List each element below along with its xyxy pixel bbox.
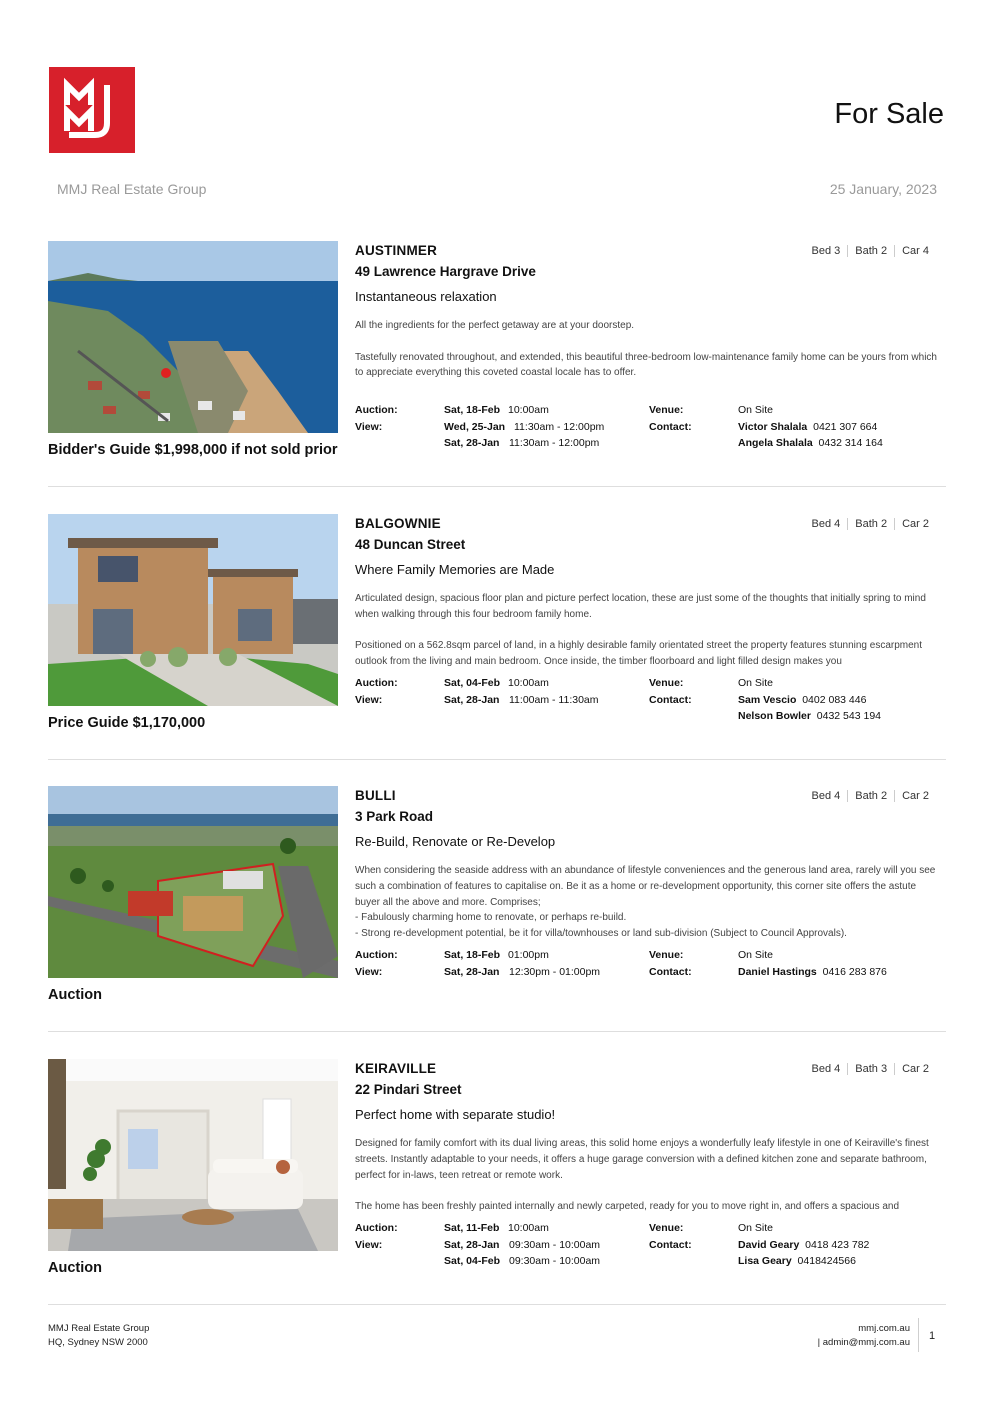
- contact-name: Nelson Bowler: [738, 710, 811, 722]
- view-label: View:: [355, 965, 383, 978]
- bath-count: Bath 2: [847, 790, 894, 802]
- mmj-logo: [49, 67, 135, 153]
- contact[interactable]: [738, 966, 887, 978]
- contact-phone[interactable]: 0402 083 446: [802, 693, 867, 706]
- divider: [48, 759, 946, 760]
- description: [355, 591, 938, 668]
- page-number: 1: [929, 1330, 936, 1342]
- address[interactable]: 49 Lawrence Hargrave Drive: [355, 264, 536, 279]
- listing-card[interactable]: [48, 786, 946, 1046]
- listing-card[interactable]: [48, 241, 946, 501]
- contact[interactable]: [738, 694, 866, 706]
- auction-time: 10:00am: [508, 1222, 549, 1234]
- auction-label: Auction:: [355, 949, 398, 961]
- page-title: For Sale: [834, 98, 944, 130]
- footer-email[interactable]: | admin@mmj.com.au: [817, 1337, 910, 1348]
- features: [805, 518, 936, 530]
- view-time: 12:30pm - 01:00pm: [509, 965, 601, 978]
- auction-label: Auction:: [355, 1222, 398, 1234]
- contact[interactable]: [738, 710, 881, 722]
- view-label: View:: [355, 420, 383, 433]
- auction-label: Auction:: [355, 677, 398, 689]
- bed-count: Bed 4: [811, 518, 841, 530]
- property-photo[interactable]: [48, 514, 338, 706]
- contact-name: Lisa Geary: [738, 1255, 792, 1267]
- view-label: View:: [355, 1238, 383, 1251]
- auction-day: Sat, 18-Feb: [444, 404, 501, 416]
- contact-phone[interactable]: 0432 543 194: [816, 710, 882, 722]
- contact-phone[interactable]: 0416 283 876: [822, 965, 887, 978]
- headline: Where Family Memories are Made: [355, 562, 555, 577]
- view-day: Wed, 25-Jan: [444, 420, 506, 433]
- features: [805, 1063, 936, 1075]
- description-paragraph: The home has been freshly painted internally and newly carpeted, ready for you to move right in, and offers a spacious and: [355, 1201, 900, 1213]
- suburb: KEIRAVILLE: [355, 1061, 437, 1076]
- property-photo[interactable]: [48, 786, 338, 978]
- price-guide: Price Guide $1,170,000: [48, 715, 206, 731]
- headline: Instantaneous relaxation: [355, 289, 497, 304]
- car-count: Car 2: [894, 518, 936, 530]
- description-paragraph: Articulated design, spacious floor plan and picture perfect location, these are just some of the thoughts that initially spring to mind when walking through this four bedroom family home.: [355, 593, 926, 620]
- view-time: 11:00am - 11:30am: [509, 693, 599, 706]
- contact-name: Daniel Hastings: [738, 965, 817, 978]
- description-paragraph: Designed for family comfort with its dual living areas, this solid home enjoys a wonderfully leafy lifestyle in one of Keiraville's finest streets. Instantly adaptable to your needs, it offers a huge garage conversion with a defined kitchen zone and separate bathroom, perfect for in-laws, teen retreat or remote work.: [355, 1138, 929, 1181]
- suburb: AUSTINMER: [355, 243, 438, 258]
- venue: On Site: [738, 949, 774, 961]
- contact-label: Contact:: [649, 420, 692, 433]
- suburb: BULLI: [355, 788, 396, 803]
- view-label: View:: [355, 693, 383, 706]
- price-guide: Auction: [48, 1260, 102, 1276]
- divider: [48, 486, 946, 487]
- contact-name: David Geary: [738, 1238, 800, 1251]
- suburb: BALGOWNIE: [355, 516, 441, 531]
- bed-count: Bed 4: [811, 1063, 841, 1075]
- footer-contact: [818, 1322, 910, 1350]
- listing-card[interactable]: [48, 514, 946, 774]
- view-time: 09:30am - 10:00am: [509, 1255, 601, 1267]
- description-paragraph: Positioned on a 562.8sqm parcel of land, in a highly desirable family orientated street the property features stunning escarpment outlook from the living and main bedroom. Once inside, the timber floorboard and light filled design makes you: [355, 640, 922, 668]
- address[interactable]: 22 Pindari Street: [355, 1082, 462, 1097]
- contact-label: Contact:: [649, 965, 692, 978]
- description: [355, 1136, 938, 1214]
- view-day: Sat, 04-Feb: [444, 1255, 501, 1267]
- footer-website[interactable]: mmj.com.au: [858, 1323, 910, 1334]
- inspection-details: [355, 949, 946, 982]
- bath-count: Bath 3: [847, 1063, 894, 1075]
- footer-company: MMJ Real Estate Group: [48, 1323, 150, 1334]
- venue-label: Venue:: [649, 677, 684, 689]
- bed-count: Bed 4: [811, 790, 841, 802]
- price-guide: Bidder's Guide $1,998,000 if not sold prior: [48, 442, 338, 458]
- contact-phone[interactable]: 0432 314 164: [818, 437, 883, 449]
- description-bullet: - Fabulously charming home to renovate, or perhaps re-build.: [355, 912, 627, 924]
- venue: On Site: [738, 404, 774, 416]
- contact-phone[interactable]: 0421 307 664: [813, 420, 878, 433]
- features: [805, 790, 936, 802]
- headline: Perfect home with separate studio!: [355, 1107, 556, 1122]
- car-count: Car 4: [894, 245, 936, 257]
- auction-day: Sat, 11-Feb: [444, 1222, 500, 1234]
- contact-name: Sam Vescio: [738, 693, 797, 706]
- footer-address: [48, 1322, 149, 1350]
- contact[interactable]: [738, 1239, 869, 1251]
- auction-day: Sat, 04-Feb: [444, 677, 501, 689]
- venue: On Site: [738, 1222, 774, 1234]
- listing-card[interactable]: [48, 1059, 946, 1319]
- view-day: Sat, 28-Jan: [444, 965, 500, 978]
- venue: On Site: [738, 677, 774, 689]
- divider: [48, 1304, 946, 1305]
- auction-time: 10:00am: [508, 404, 549, 416]
- view-time: 09:30am - 10:00am: [509, 1238, 601, 1251]
- auction-day: Sat, 18-Feb: [444, 949, 501, 961]
- address[interactable]: 3 Park Road: [355, 809, 434, 824]
- description-paragraph: When considering the seaside address with an abundance of lifestyle conveniences and the generous land area, rarely will you see such a combination of features to capitalise on. Be it as a home or re-development opportunity, this corner site offers the astute buyer all the above and more. Comprises;: [355, 865, 936, 908]
- contact-name: Victor Shalala: [738, 420, 808, 433]
- contact[interactable]: [738, 421, 877, 433]
- features: [805, 245, 936, 257]
- description: [355, 863, 938, 941]
- contact-phone[interactable]: 0418 423 782: [805, 1238, 870, 1251]
- view-day: Sat, 28-Jan: [444, 437, 500, 449]
- contact-label: Contact:: [649, 1238, 692, 1251]
- view-time: 11:30am - 12:00pm: [514, 420, 605, 433]
- description-bullet: - Strong re-development potential, be it for villa/townhouses or land sub-division (Subject to Council Approvals).: [355, 928, 847, 940]
- car-count: Car 2: [894, 790, 936, 802]
- property-photo[interactable]: [48, 1059, 338, 1251]
- car-count: Car 2: [894, 1063, 936, 1075]
- description: [355, 318, 938, 380]
- inspection-details: [355, 1222, 946, 1272]
- description-paragraph: Tastefully renovated throughout, and extended, this beautiful three-bedroom low-maintenance family home can be yours from which to appreciate everything this coveted coastal locale has to offer.: [355, 351, 937, 379]
- contact-phone[interactable]: 0418424566: [797, 1255, 856, 1267]
- company-name: MMJ Real Estate Group: [57, 181, 207, 197]
- inspection-details: [355, 404, 946, 454]
- bath-count: Bath 2: [847, 518, 894, 530]
- venue-label: Venue:: [649, 1222, 684, 1234]
- auction-label: Auction:: [355, 404, 398, 416]
- description-paragraph: All the ingredients for the perfect getaway are at your doorstep.: [355, 320, 635, 331]
- price-guide: Auction: [48, 987, 102, 1003]
- footer-divider: [918, 1318, 919, 1352]
- inspection-details: [355, 677, 946, 727]
- auction-time: 01:00pm: [508, 949, 549, 961]
- report-date: 25 January, 2023: [829, 181, 937, 197]
- contact[interactable]: [738, 1255, 856, 1267]
- headline: Re-Build, Renovate or Re-Develop: [355, 834, 556, 849]
- contact-name: Angela Shalala: [738, 437, 813, 449]
- view-day: Sat, 28-Jan: [444, 1238, 500, 1251]
- auction-time: 10:00am: [508, 677, 549, 689]
- footer-location: HQ, Sydney NSW 2000: [48, 1337, 148, 1348]
- bath-count: Bath 2: [847, 245, 894, 257]
- view-day: Sat, 28-Jan: [444, 693, 500, 706]
- venue-label: Venue:: [649, 404, 684, 416]
- venue-label: Venue:: [649, 949, 684, 961]
- property-photo[interactable]: [48, 241, 338, 433]
- contact-label: Contact:: [649, 693, 692, 706]
- view-time: 11:30am - 12:00pm: [509, 437, 600, 449]
- contact[interactable]: [738, 437, 883, 449]
- bed-count: Bed 3: [811, 245, 841, 257]
- address[interactable]: 48 Duncan Street: [355, 537, 466, 552]
- divider: [48, 1031, 946, 1032]
